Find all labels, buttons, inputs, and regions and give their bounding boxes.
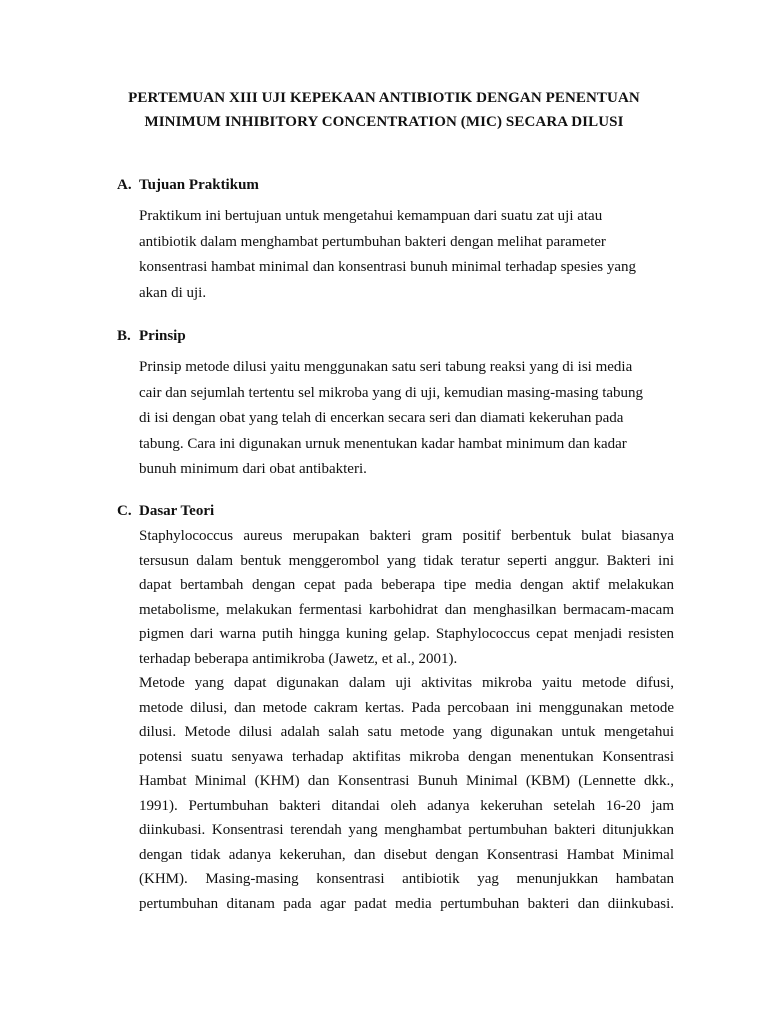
- text-line: di isi dengan obat yang telah di encerkan secara seri dan diamati kekeruhan pada: [139, 410, 624, 426]
- section-heading: [117, 500, 677, 522]
- section-heading-text: Prinsip: [139, 328, 186, 344]
- text-line: 1991). Pertumbuhan bakteri ditandai oleh adanya kekeruhan setelah 16-20 jam: [139, 797, 674, 814]
- section-dasar-teori: [117, 500, 677, 916]
- section-heading: [117, 325, 677, 347]
- section-heading: [117, 174, 677, 196]
- text-line: antibiotik dalam menghambat pertumbuhan bakteri dengan melihat parameter: [139, 233, 606, 250]
- section-tujuan-praktikum: [117, 174, 677, 306]
- section-letter: C.: [117, 503, 132, 519]
- text-line: dilusi. Metode dilusi adalah salah satu metode yang digunakan untuk mengetahui: [139, 724, 674, 740]
- section-prinsip: [117, 325, 677, 483]
- section-letter: B.: [117, 328, 131, 344]
- text-line: pertumbuhan ditanam pada agar padat media pertumbuhan bakteri dan diinkubasi.: [139, 895, 674, 912]
- text-line: Praktikum ini bertujuan untuk mengetahui kemampuan dari suatu zat uji atau: [139, 208, 603, 224]
- text-line: pigmen dari warna putih hingga kuning gelap. Staphylococcus cepat menjadi resisten: [139, 626, 674, 642]
- text-line: akan di uji.: [139, 284, 207, 301]
- text-line: dapat bertambah dengan cepat pada beberapa tipe media dengan aktif melakukan: [139, 577, 674, 593]
- title-line: PERTEMUAN XIII UJI KEPEKAAN ANTIBIOTIK DENGAN PENENTUAN: [128, 90, 640, 106]
- text-line: metabolisme, melakukan fermentasi karbohidrat dan menghasilkan bermacam-macam: [139, 601, 674, 618]
- text-line: (KHM). Masing-masing konsentrasi antibiotik yag menunjukkan hambatan: [139, 871, 674, 887]
- text-line: diinkubasi. Konsentrasi terendah yang menghambat pertumbuhan bakteri ditunjukkan: [139, 822, 674, 838]
- text-line: Prinsip metode dilusi yaitu menggunakan satu seri tabung reaksi yang di isi media: [139, 359, 633, 375]
- text-line: dengan tidak adanya kekeruhan, dan disebut dengan Konsentrasi Hambat Minimal: [139, 846, 674, 863]
- text-line: Hambat Minimal (KHM) dan Konsentrasi Bunuh Minimal (KBM) (Lennette dkk.,: [139, 773, 674, 789]
- section-body: [139, 524, 674, 916]
- section-heading-text: Tujuan Praktikum: [139, 177, 259, 193]
- title-line: MINIMUM INHIBITORY CONCENTRATION (MIC) SECARA DILUSI: [144, 114, 624, 130]
- text-line: bunuh minimum dari obat antibakteri.: [139, 461, 367, 477]
- text-line: terhadap beberapa antimikroba (Jawetz, et al., 2001).: [139, 650, 458, 667]
- text-line: Staphylococcus aureus merupakan bakteri gram positif berbentuk bulat biasanya: [139, 528, 674, 544]
- text-line: tabung. Cara ini digunakan urnuk menentukan kadar hambat minimum dan kadar: [139, 435, 627, 452]
- text-line: potensi suatu senyawa terhadap aktifitas mikroba dengan menentukan Konsentrasi: [139, 748, 674, 765]
- text-line: tersusun dalam bentuk menggerombol yang tidak teratur seperti anggur. Bakteri ini: [139, 552, 674, 569]
- document-title: [100, 86, 668, 134]
- text-line: metode dilusi, dan metode cakram kertas. Pada percobaan ini menggunakan metode: [139, 699, 674, 716]
- text-line: Metode yang dapat digunakan dalam uji aktivitas mikroba yaitu metode difusi,: [139, 675, 674, 691]
- text-line: konsentrasi hambat minimal dan konsentrasi bunuh minimal terhadap spesies yang: [139, 259, 636, 275]
- section-body: [139, 355, 674, 483]
- section-letter: A.: [117, 177, 132, 193]
- section-heading-text: Dasar Teori: [139, 503, 215, 519]
- section-body: [139, 204, 674, 306]
- text-line: cair dan sejumlah tertentu sel mikroba yang di uji, kemudian masing-masing tabung: [139, 384, 644, 401]
